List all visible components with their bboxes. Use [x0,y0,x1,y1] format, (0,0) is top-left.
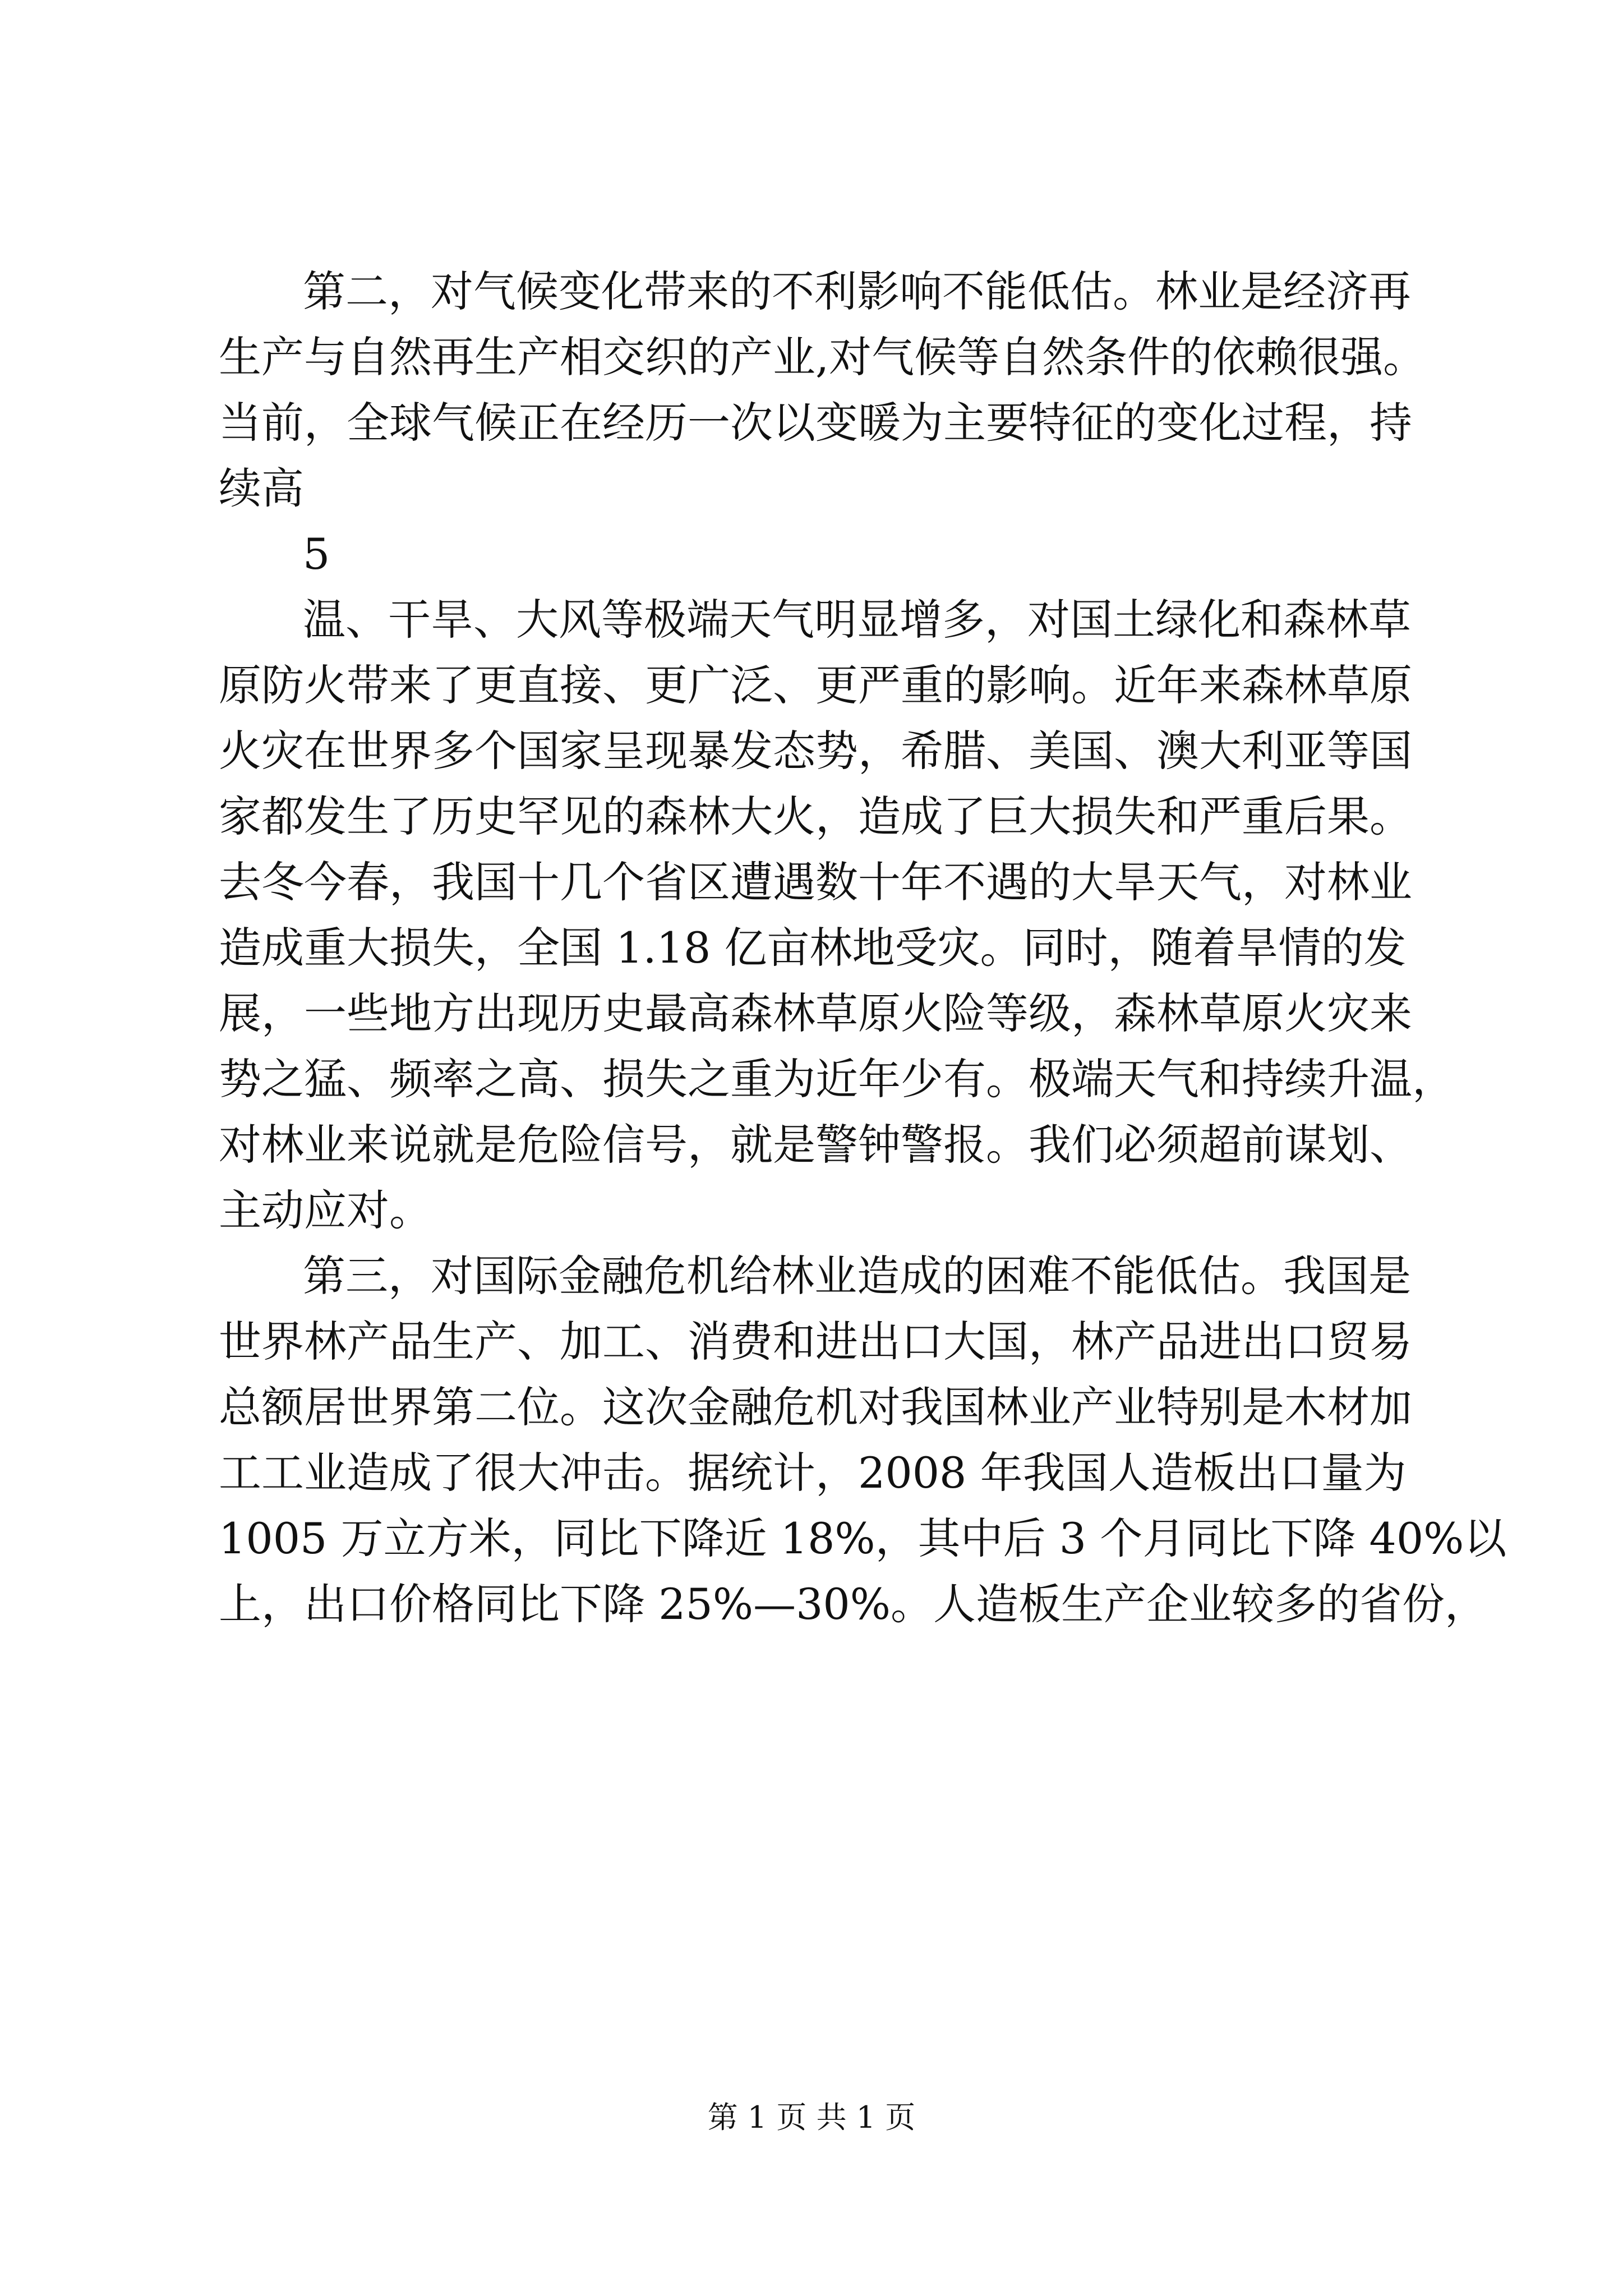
paragraph-line: 火灾在世界多个国家呈现暴发态势，希腊、美国、澳大利亚等国 [219,726,1412,776]
paragraph-line: 工工业造成了很大冲击。据统计，2008 年我国人造板出口量为 [219,1448,1407,1498]
paragraph-line: 总额居世界第二位。这次金融危机对我国林业产业特别是木材加 [219,1382,1412,1432]
paragraph-line: 第二，对气候变化带来的不利影响不能低估。林业是经济再 [303,266,1411,316]
paragraph-line: 上，出口价格同比下降 25%—30%。人造板生产企业较多的省份， [219,1579,1488,1629]
paragraph-line: 对林业来说就是危险信号，就是警钟警报。我们必须超前谋划、 [219,1120,1412,1170]
paragraph-line: 温、干旱、大风等极端天气明显增多，对国土绿化和森林草 [303,595,1411,645]
paragraph-line: 造成重大损失，全国 1.18 亿亩林地受灾。同时，随着旱情的发 [219,923,1407,973]
page-footer: 第 1 页 共 1 页 [707,2100,916,2135]
paragraph-line: 当前，全球气候正在经历一次以变暖为主要特征的变化过程，持 [219,398,1412,448]
paragraph-line: 第三，对国际金融危机给林业造成的困难不能低估。我国是 [303,1251,1411,1301]
paragraph-line: 主动应对。 [219,1185,432,1235]
paragraph-line: 家都发生了历史罕见的森林大火，造成了巨大损失和严重后果。 [219,792,1412,841]
paragraph-line: 续高 [219,463,304,513]
paragraph-line: 势之猛、频率之高、损失之重为近年少有。极端天气和持续升温， [219,1054,1455,1104]
page-number-inline: 5 [303,529,330,579]
paragraph-line: 去冬今春，我国十几个省区遭遇数十年不遇的大旱天气，对林业 [219,857,1412,907]
paragraph-line: 展，一些地方出现历史最高森林草原火险等级，森林草原火灾来 [219,988,1412,1038]
paragraph-line: 1005 万立方米，同比下降近 18%，其中后 3 个月同比下降 40%以 [219,1513,1507,1563]
paragraph-line: 生产与自然再生产相交织的产业,对气候等自然条件的依赖很强。 [219,332,1426,382]
paragraph-line: 世界林产品生产、加工、消费和进出口大国，林产品进出口贸易 [219,1317,1412,1366]
paragraph-line: 原防火带来了更直接、更广泛、更严重的影响。近年来森林草原 [219,660,1412,710]
